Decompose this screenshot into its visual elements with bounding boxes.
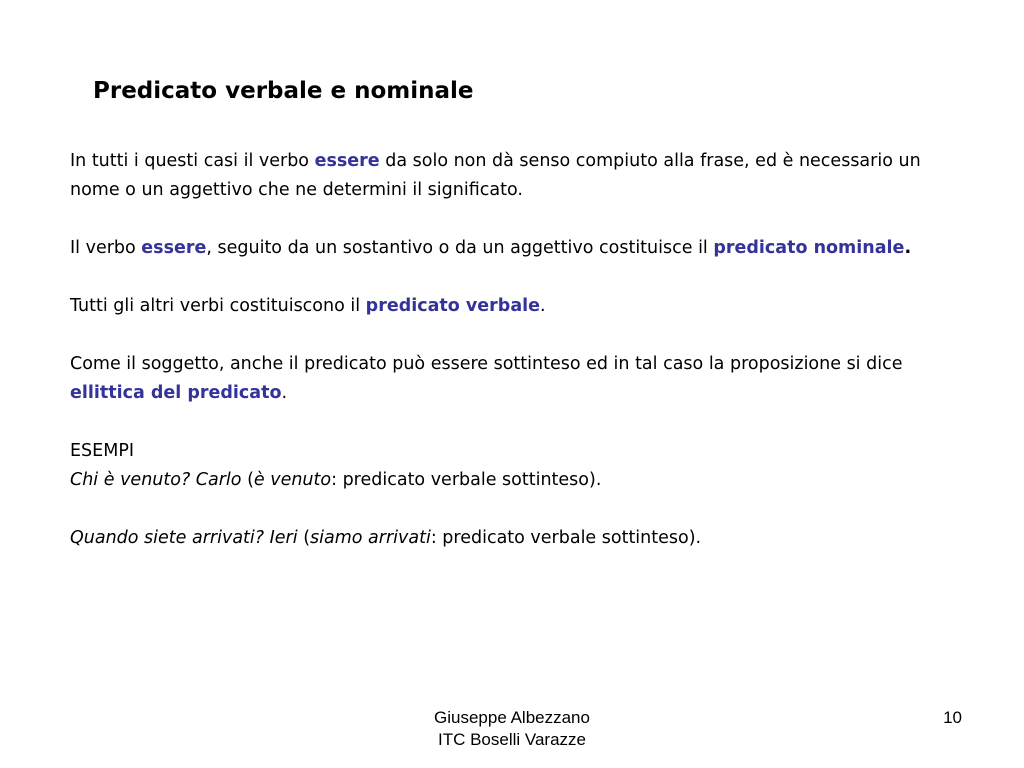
term-predicato-verbale: predicato verbale [365, 296, 540, 316]
slide-title: Predicato verbale e nominale [93, 78, 474, 104]
slide-content [70, 147, 970, 582]
paragraph-predicato-verbale [70, 292, 970, 321]
text: : predicato verbale sottinteso). [331, 470, 602, 490]
footer-school: ITC Boselli Varazze [437, 730, 586, 749]
footer-author: Giuseppe Albezzano [434, 708, 590, 727]
term-ellittica-del-predicato: ellittica del predicato [70, 383, 282, 403]
page-number: 10 [943, 708, 962, 727]
term-essere: essere [314, 151, 380, 171]
text: Come il soggetto, anche il predicato può essere sottinteso ed in tal caso la proposizione si dice [70, 354, 903, 374]
term-predicato-nominale: predicato nominale [713, 238, 905, 258]
text: Il verbo [70, 238, 142, 258]
example-verb: è venuto [253, 470, 332, 490]
paragraph-ellittica [70, 350, 970, 408]
text: . [281, 383, 288, 403]
example-verb: siamo arrivati [310, 528, 431, 548]
text: ( [297, 528, 311, 548]
text: In tutti i questi casi il verbo [70, 151, 315, 171]
text: , seguito da un sostantivo o da un aggettivo costituisce il [206, 238, 714, 258]
examples-heading: ESEMPI [70, 441, 135, 461]
text: da solo non dà senso compiuto alla frase, ed è necessario un nome o un aggettivo che ne determini il significato. [70, 151, 921, 200]
paragraph-essere-intro [70, 147, 970, 205]
example-1 [70, 466, 970, 495]
example-question: Chi è venuto? Carlo [70, 470, 242, 490]
term-essere: essere [141, 238, 207, 258]
example-2 [70, 524, 970, 553]
text: . [540, 296, 546, 316]
text: . [904, 238, 912, 258]
text: ( [241, 470, 254, 490]
example-question: Quando siete arrivati? Ieri [70, 528, 298, 548]
footer-author-block [362, 707, 662, 751]
text: : predicato verbale sottinteso). [430, 528, 702, 548]
paragraph-predicato-nominale [70, 234, 970, 263]
text: Tutti gli altri verbi costituiscono il [70, 296, 366, 316]
